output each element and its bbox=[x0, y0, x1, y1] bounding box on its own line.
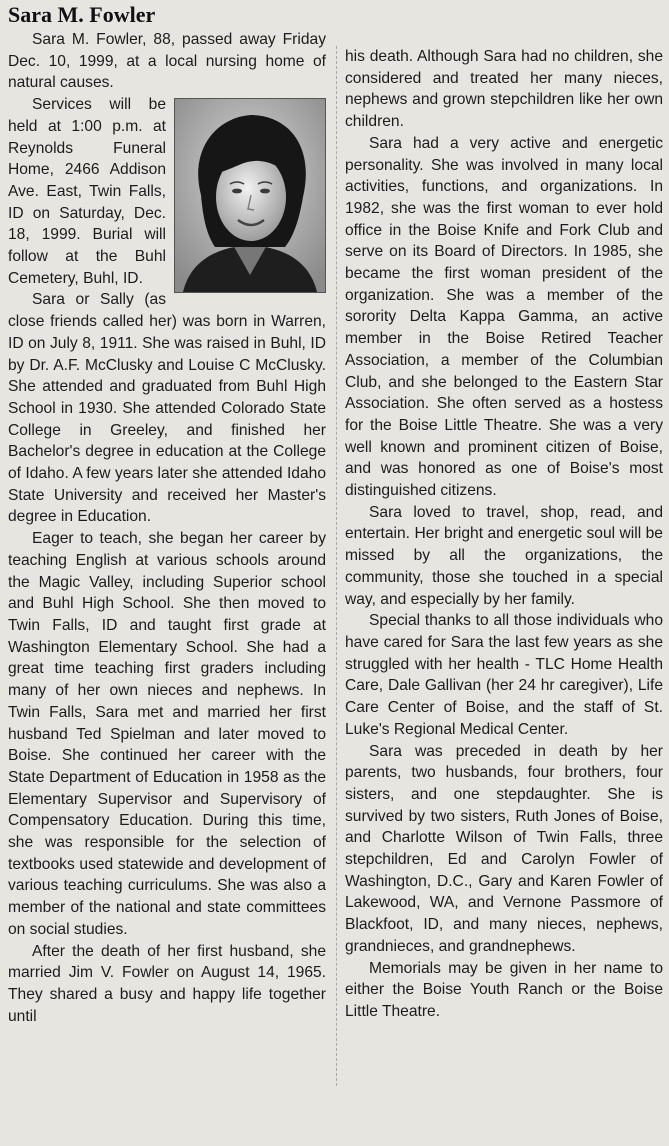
paragraph: Services will be held at 1:00 p.m. at Reynolds Funeral Home, 2466 Addison Ave. East, Twin Falls, ID on Saturday, Dec. 18, 1999. Burial will follow at the Buhl Cemetery, Buhl, ID. bbox=[8, 96, 166, 287]
paragraph: Sara was preceded in death by her parents, two husbands, four brothers, four sisters, and one stepdaughter. She is survived by two sisters, Ruth Jones of Boise, and Charlotte Wilson of Twin Falls, three stepchildren, Ed and Carolyn Fowler of Washington, D.C., Gary and Karen Fowler of Lakewood, WA, and Vernone Passmore of Blackfoot, ID, and many nieces, nephews, grandnieces, and grandnephews. bbox=[345, 742, 663, 955]
paragraph: Special thanks to all those individuals who have cared for Sara the last few years as she struggled with her health - TLC Home Health Care, Dale Gallivan (her 24 hr caregiver), Life Care Center of Boise, and the staff of St. Luke's Regional Medical Center. bbox=[345, 612, 663, 738]
paragraph: Sara loved to travel, shop, read, and entertain. Her bright and energetic soul will be missed by all the organizations, the community, those she touched in a special way, and especially by her family. bbox=[345, 503, 663, 608]
column-right bbox=[345, 46, 663, 1023]
portrait-photo bbox=[174, 98, 326, 293]
paragraph: Sara had a very active and energetic personality. She was involved in many local activities, functions, and organizations. In 1982, she was the first woman to ever hold office in the Boise Knife and Fork Club and serve on its Board of Directors. In 1985, she became the first woman president of the organization. She was a member of the sorority Delta Kappa Gamma, an active member in the Boise Retired Teacher Association, a member of the Columbian Club, and she belonged to the Eastern Star Association. She often served as a hostess for the Boise Little Theatre. She was a very well known and prominent citizen of Boise, and was honored as one of Boise's most distinguished citizens. bbox=[345, 134, 663, 500]
paragraph: Eager to teach, she began her career by teaching English at various schools around the Magic Valley, including Superior school and Buhl High School. She then moved to Twin Falls, ID and taught first grade at Washington Elementary School. She had a great time teaching first graders including many of her own nieces and nephews. In Twin Falls, Sara met and married her first husband Ted Spielman and later moved to Boise. She continued her career with the State Department of Education in 1958 as the Elementary Supervisor and Supervisory of Compensatory Education. During this time, she was responsible for the selection of textbooks used statewide and development of various teaching curriculums. She was also a member of the national and state committees on social studies. bbox=[8, 530, 326, 938]
headline: Sara M. Fowler bbox=[8, 2, 156, 27]
paragraph: Memorials may be given in her name to either the Boise Youth Ranch or the Boise Little Theatre. bbox=[345, 959, 663, 1020]
paragraph: his death. Although Sara had no children, she considered and treated her many nieces, nephews and grown stepchildren like her own children. bbox=[345, 48, 663, 131]
paragraph: Sara or Sally (as close friends called her) was born in Warren, ID on July 8, 1911. She was raised in Buhl, ID by Dr. A.F. McClusky and Louise C McClusky. She attended and graduated from Buhl High School in 1930. She attended Colorado State College in Greeley, and finished her Bachelor's degree in education at the College of Idaho. A few years later she attended Idaho State University and received her Master's degree in Education. bbox=[8, 291, 326, 526]
paragraph: Sara M. Fowler, 88, passed away Friday Dec. 10, 1999, at a local nursing home of natural causes. bbox=[8, 31, 326, 92]
paragraph: After the death of her first husband, she married Jim V. Fowler on August 14, 1965. They shared a busy and happy life together until bbox=[8, 942, 326, 1025]
column-left bbox=[8, 29, 326, 1146]
column-divider bbox=[336, 46, 337, 1086]
